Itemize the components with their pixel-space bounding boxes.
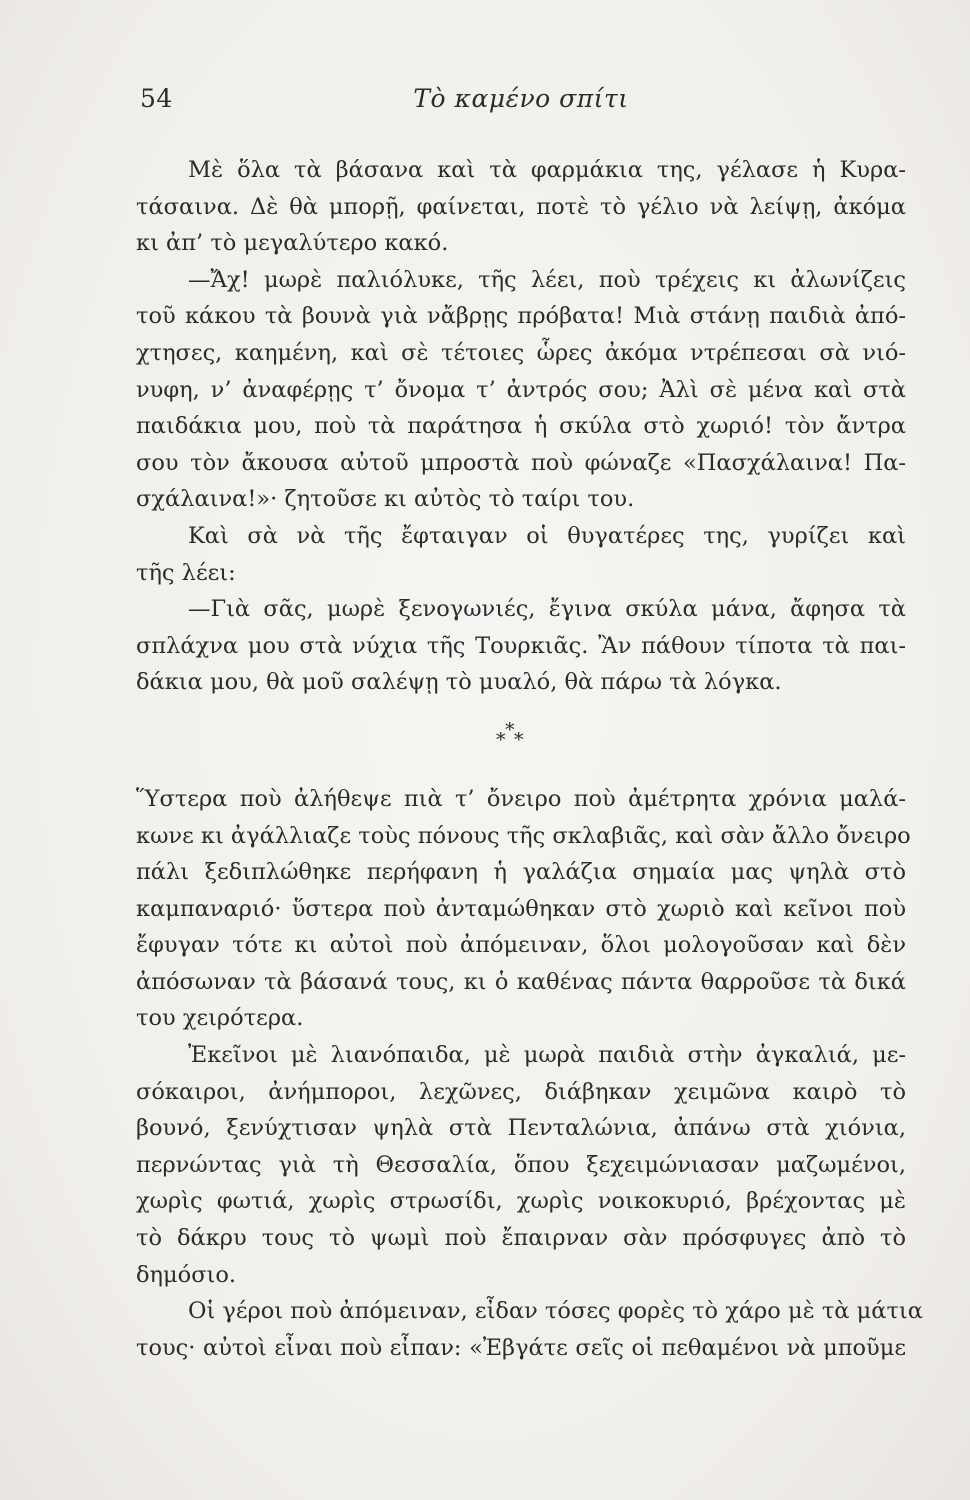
text-line: πάλι ξεδιπλώθηκε περήφανη ἡ γαλάζια σημαία μας ψηλὰ στὸ [136,859,906,886]
text-line: Ὕστερα ποὺ ἀλήθεψε πιὰ τ’ ὄνειρο ποὺ ἀμέτρητα χρόνια μαλά- [136,785,906,812]
text-line: χωρὶς φωτιά, χωρὶς στρωσίδι, χωρὶς νοικοκυριό, βρέχοντας μὲ [136,1188,906,1215]
text-line: Οἱ γέροι ποὺ ἀπόμειναν, εἶδαν τόσες φορὲς τὸ χάρο μὲ τὰ μάτια [188,1298,923,1325]
text-line: περνώντας γιὰ τὴ Θεσσαλία, ὅπου ξεχειμώνιασαν μαζωμένοι, [136,1151,906,1178]
asterism-divider [136,701,906,781]
text-line: του χειρότερα. [136,1005,304,1032]
text-line: σπλάχνα μου στὰ νύχια τῆς Τουρκιᾶς. Ἂν πάθουν τίποτα τὰ παι- [136,632,906,659]
text-line: —Ἄχ! μωρὲ παλιόλυκε, τῆς λέει, ποὺ τρέχεις κι ἀλωνίζεις [188,266,906,293]
asterism-star: * [496,728,506,751]
text-line: —Γιὰ σᾶς, μωρὲ ξενογωνιές, ἔγινα σκύλα μάνα, ἄφησα τὰ [188,596,906,623]
asterism-star: * [505,718,515,741]
text-line: τους· αὐτοὶ εἶναι ποὺ εἶπαν: «Ἐβγάτε σεῖς οἱ πεθαμένοι νὰ μποῦμε [136,1334,906,1361]
body-text [136,152,923,1366]
section-2 [136,781,923,1367]
text-line: ἀπόσωναν τὰ βάσανά τους, κι ὁ καθένας πάντα θαρροῦσε τὰ δικά [136,968,906,995]
asterism-star: * [514,728,524,751]
page-number: 54 [140,84,173,113]
text-line: βουνό, ξενύχτισαν ψηλὰ στὰ Πενταλώνια, ἀπάνω στὰ χιόνια, [136,1115,906,1142]
text-line: σου τὸν ἄκουσα αὐτοῦ μπροστὰ ποὺ φώναζε «Πασχάλαινα! Πα- [136,449,906,476]
text-line: ἔφυγαν τότε κι αὐτοὶ ποὺ ἀπόμειναν, ὅλοι μολογοῦσαν καὶ δὲν [136,932,906,959]
section-1 [136,152,906,701]
text-line: κωνε κι ἀγάλλιαζε τοὺς πόνους τῆς σκλαβιᾶς, καὶ σὰν ἄλλο ὄνειρο [136,822,911,849]
running-title: Τὸ καμένο σπίτι [413,84,629,113]
text-line: δάκια μου, θὰ μοῦ σαλέψῃ τὸ μυαλό, θὰ πάρω τὰ λόγκα. [136,669,782,696]
text-line: τάσαινα. Δὲ θὰ μπορῇ, φαίνεται, ποτὲ τὸ γέλιο νὰ λείψῃ, ἀκόμα [136,193,906,220]
text-line: νυφη, ν’ ἀναφέρῃς τ’ ὄνομα τ’ ἀντρός σου; Ἀλὶ σὲ μένα καὶ στὰ [136,376,906,403]
text-line: χτησες, καημένη, καὶ σὲ τέτοιες ὧρες ἀκόμα ντρέπεσαι σὰ νιό- [136,339,906,366]
text-line: τῆς λέει: [136,559,236,586]
text-line: Μὲ ὅλα τὰ βάσανα καὶ τὰ φαρμάκια της, γέλασε ἡ Κυρα- [188,157,906,183]
text-line: Καὶ σὰ νὰ τῆς ἔφταιγαν οἱ θυγατέρες της, γυρίζει καὶ [188,522,906,549]
page-header [136,84,906,120]
text-line: παιδάκια μου, ποὺ τὰ παράτησα ἡ σκύλα στὸ χωριό! τὸν ἄντρα [136,413,906,440]
text-line: Ἐκεῖνοι μὲ λιανόπαιδα, μὲ μωρὰ παιδιὰ στὴν ἀγκαλιά, με- [188,1042,906,1069]
text-line: δημόσιο. [136,1261,237,1288]
text-line: σχάλαινα!»· ζητοῦσε κι αὐτὸς τὸ ταίρι του. [136,486,635,513]
text-line: τοῦ κάκου τὰ βουνὰ γιὰ νἄβρῃς πρόβατα! Μιὰ στάνῃ παιδιὰ ἀπό- [136,303,906,330]
text-line: σόκαιροι, ἀνήμποροι, λεχῶνες, διάβηκαν χειμῶνα καιρὸ τὸ [136,1078,906,1105]
text-line: κι ἀπ’ τὸ μεγαλύτερο κακό. [136,230,449,257]
text-line: καμπαναριό· ὕστερα ποὺ ἀνταμώθηκαν στὸ χωριὸ καὶ κεῖνοι ποὺ [136,895,906,922]
text-line: τὸ δάκρυ τους τὸ ψωμὶ ποὺ ἔπαιρναν σὰν πρόσφυγες ἀπὸ τὸ [136,1225,906,1252]
